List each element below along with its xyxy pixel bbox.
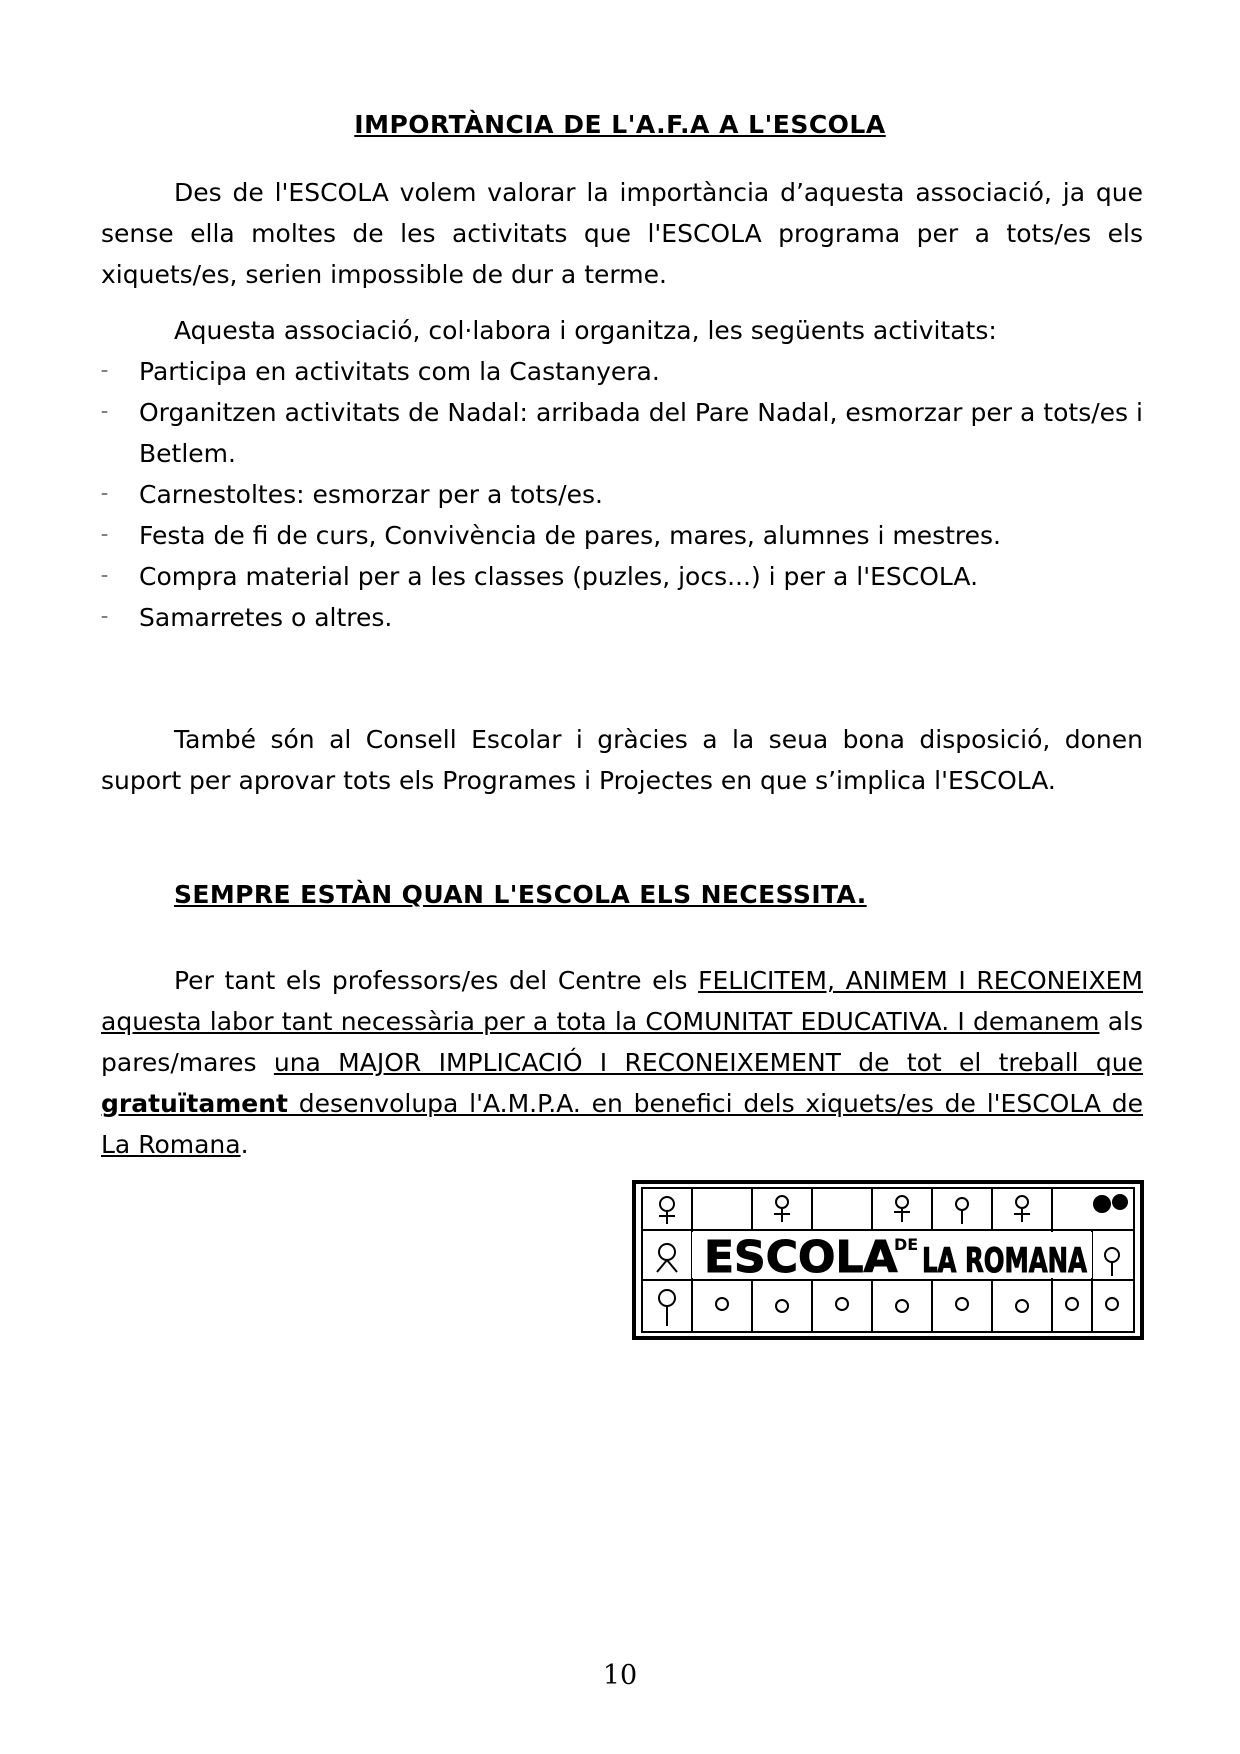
list-item	[101, 556, 1143, 597]
activity-text: Festa de fi de curs, Convivència de pares, mares, alumnes i mestres.	[139, 521, 1001, 550]
activity-text: Compra material per a les classes (puzles, jocs...) i per a l'ESCOLA.	[139, 562, 979, 591]
closing-text: Per tant els professors/es del Centre els	[174, 966, 699, 995]
activity-text: Carnestoltes: esmorzar per a tots/es.	[139, 480, 603, 509]
dash-icon: –	[101, 363, 108, 379]
dash-icon: –	[101, 568, 108, 584]
closing-underlined-text: desenvolupa l'A.M.P.A. en benefici dels xiquets/es de l'ESCOLA de La Romana	[101, 1089, 1143, 1159]
page-number: 10	[602, 1660, 638, 1691]
logo-word-de: DE	[894, 1235, 919, 1254]
activity-text: Organitzen activitats de Nadal: arribada del Pare Nadal, esmorzar per a tots/es i Betlem.	[139, 398, 1143, 468]
activities-list	[101, 351, 1143, 638]
closing-underlined-text: una MAJOR IMPLICACIÓ I RECONEIXEMENT de tot el treball que	[273, 1048, 1143, 1077]
list-item	[101, 597, 1143, 638]
closing-text: als pares/mares	[101, 1007, 1143, 1077]
dash-icon: –	[101, 486, 108, 502]
list-item	[101, 515, 1143, 556]
closing-underlined-text: FELICITEM, ANIMEM I RECONEIXEM aquesta labor tant necessària per a tota la COMUNITAT EDUCATIVA. I demanem	[101, 966, 1143, 1036]
section-subtitle: SEMPRE ESTÀN QUAN L'ESCOLA ELS NECESSITA.	[174, 880, 867, 909]
list-item	[101, 351, 1143, 392]
activity-text: Samarretes o altres.	[139, 603, 393, 632]
intro-paragraph: Des de l'ESCOLA volem valorar la importància d’aquesta associació, ja que sense ella moltes de les activitats que l'ESCOLA programa per a tots/es els xiquets/es, serien impossible de dur a terme.	[101, 178, 1143, 289]
council-paragraph: També són al Consell Escolar i gràcies a la seua bona disposició, donen suport per aprovar tots els Programes i Projectes en que s’implica l'ESCOLA.	[101, 725, 1143, 795]
page-title: IMPORTÀNCIA DE L'A.F.A A L'ESCOLA	[354, 110, 886, 139]
logo-word-escola: ESCOLA	[704, 1232, 898, 1283]
list-item	[101, 392, 1143, 474]
list-item	[101, 474, 1143, 515]
activities-intro: Aquesta associació, col·labora i organitza, les següents activitats:	[174, 316, 997, 345]
dash-icon: –	[101, 609, 108, 625]
school-logo	[632, 1180, 1144, 1340]
dash-icon: –	[101, 527, 108, 543]
closing-bold-text: gratuïtament	[101, 1089, 288, 1118]
dash-icon: –	[101, 404, 108, 420]
closing-paragraph	[101, 960, 1143, 1165]
logo-word-la-romana: LA ROMANA	[922, 1241, 1088, 1281]
activity-text: Participa en activitats com la Castanyera.	[139, 357, 660, 386]
closing-text: .	[240, 1130, 249, 1159]
